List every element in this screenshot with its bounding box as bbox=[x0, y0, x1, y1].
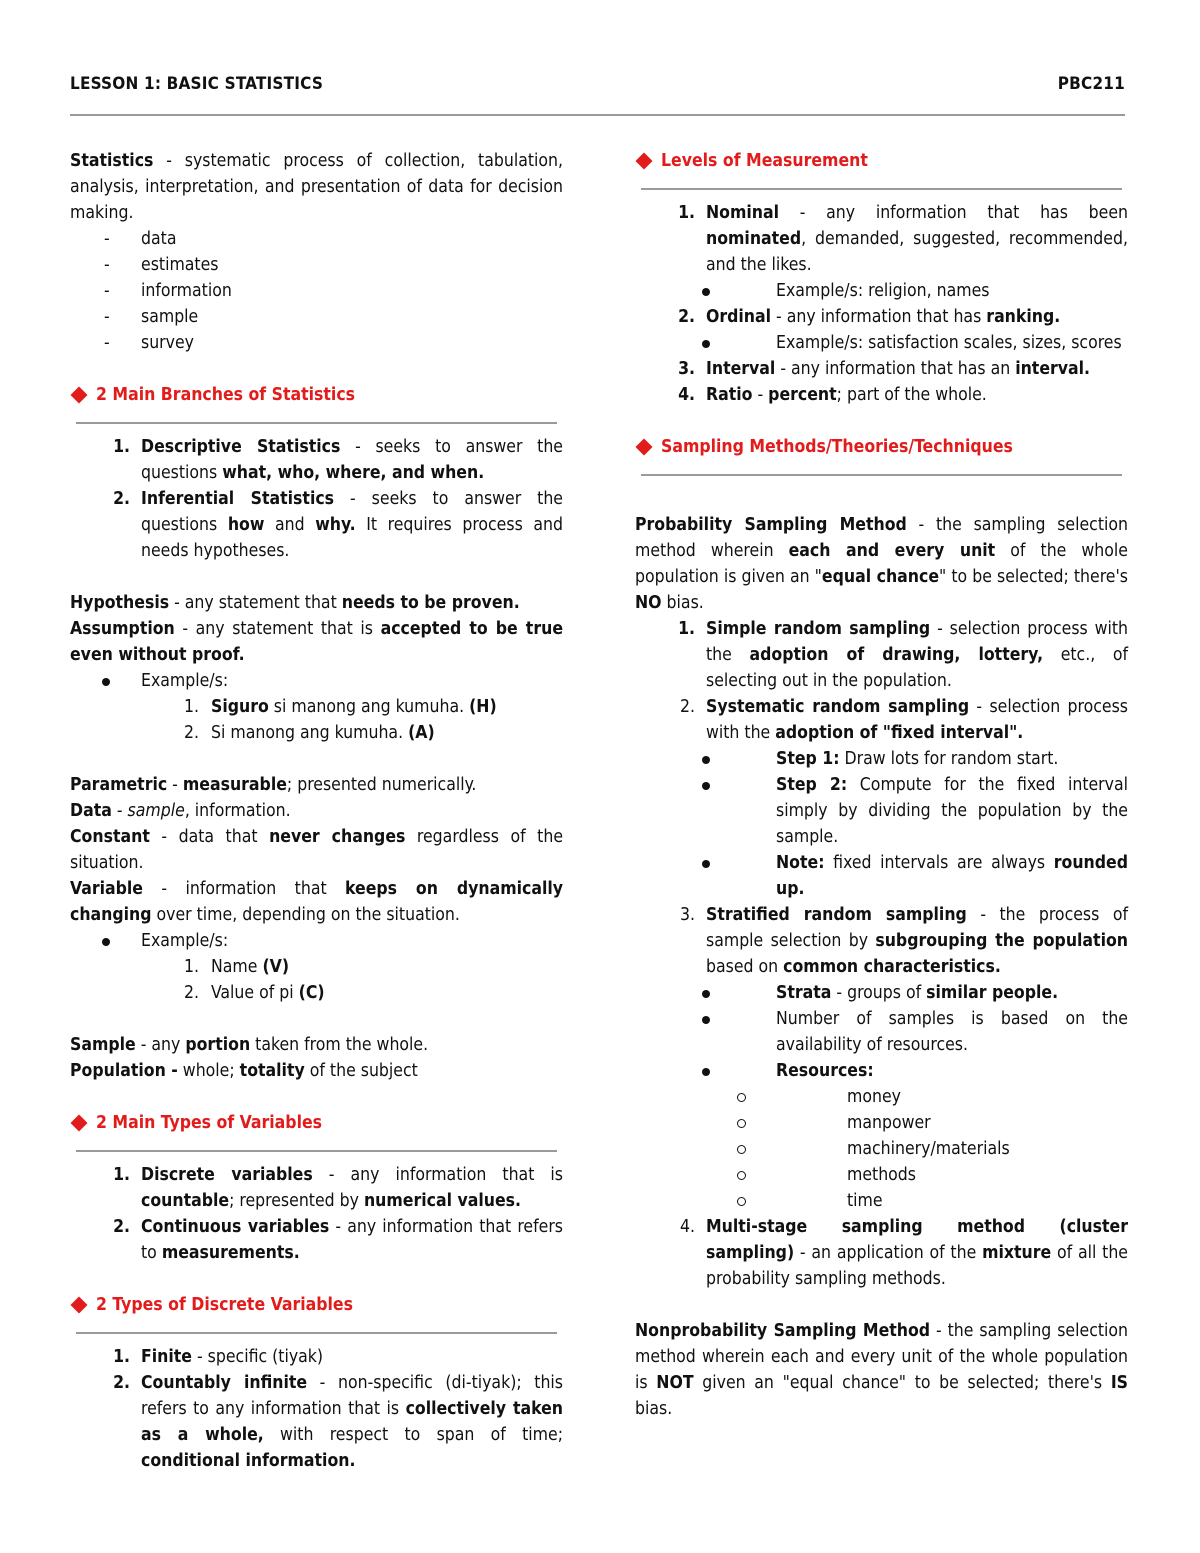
bullet-icon bbox=[702, 288, 710, 296]
variable-definition: Variable - information that keeps on dynamically changing over time, depending on the situation. bbox=[70, 879, 563, 925]
list-item: 4. Multi-stage sampling method (cluster sampling) - an application of the mixture of all the probability sampling methods. bbox=[679, 1217, 1128, 1289]
list-item: money bbox=[635, 1084, 1128, 1110]
list-item: - data bbox=[104, 229, 177, 249]
diamond-icon bbox=[71, 1115, 88, 1132]
list-item: 3. Stratified random sampling - the process of sample selection by subgrouping the population based on common characteristics. bbox=[679, 905, 1128, 977]
list-item: 1. Discrete variables - any information that is countable; represented by numerical values. bbox=[113, 1165, 563, 1211]
list-item: 1. Siguro si manong ang kumuha. (H) bbox=[183, 697, 497, 717]
list-item: Step 2: Compute for the fixed interval simply by dividing the population by the sample. bbox=[635, 772, 1128, 850]
list-item: methods bbox=[635, 1162, 1128, 1188]
list-item: 1. Descriptive Statistics - seeks to answer the questions what, who, where, and when. bbox=[113, 437, 563, 483]
sample-definition: Sample - any portion taken from the whole. bbox=[70, 1035, 429, 1055]
assumption-definition: Assumption - any statement that is accepted to be true even without proof. bbox=[70, 619, 563, 665]
section-heading: 2 Main Branches of Statistics bbox=[70, 382, 563, 408]
list-item: time bbox=[635, 1188, 1128, 1214]
bullet-icon bbox=[102, 678, 110, 686]
list-item: 4. Ratio - percent; part of the whole. bbox=[678, 385, 987, 405]
list-item: Resources: bbox=[635, 1058, 1128, 1084]
bullet-icon bbox=[702, 1016, 710, 1024]
list-item: 2. Ordinal - any information that has ranking. bbox=[678, 307, 1061, 327]
list-item: 2. Value of pi (C) bbox=[183, 983, 325, 1003]
bullet-icon bbox=[702, 990, 710, 998]
list-item: 2. Inferential Statistics - seeks to answer the questions how and why. It requires process and needs hypotheses. bbox=[113, 489, 563, 561]
list-item: - estimates bbox=[104, 255, 219, 275]
probability-sampling-definition: Probability Sampling Method - the sampling selection method wherein each and every unit of the whole population is given an "equal chance" to be selected; there's NO bias. bbox=[635, 515, 1128, 613]
course-code: PBC211 bbox=[1057, 74, 1125, 94]
list-item: 2. Continuous variables - any information that refers to measurements. bbox=[113, 1217, 563, 1263]
list-item: - sample bbox=[104, 307, 199, 327]
list-item: Example/s: bbox=[70, 668, 563, 694]
section-heading: 2 Types of Discrete Variables bbox=[70, 1292, 563, 1318]
bullet-icon bbox=[702, 782, 710, 790]
section-divider bbox=[641, 188, 1122, 190]
list-item: 1. Simple random sampling - selection process with the adoption of drawing, lottery, etc., of selecting out in the population. bbox=[678, 619, 1129, 691]
circle-bullet-icon bbox=[737, 1197, 746, 1206]
list-item: manpower bbox=[635, 1110, 1128, 1136]
list-item: 1. Finite - specific (tiyak) bbox=[113, 1347, 324, 1367]
list-item: - survey bbox=[104, 333, 194, 353]
bullet-icon bbox=[102, 938, 110, 946]
list-item: Step 1: Draw lots for random start. bbox=[635, 746, 1128, 772]
list-item: Number of samples is based on the availability of resources. bbox=[635, 1006, 1128, 1058]
section-divider bbox=[76, 1332, 557, 1334]
circle-bullet-icon bbox=[737, 1145, 746, 1154]
section-heading: Sampling Methods/Theories/Techniques bbox=[635, 434, 1128, 460]
left-column bbox=[70, 148, 563, 1474]
section-heading: 2 Main Types of Variables bbox=[70, 1110, 563, 1136]
bullet-icon bbox=[702, 860, 710, 868]
circle-bullet-icon bbox=[737, 1093, 746, 1102]
list-item: 2. Si manong ang kumuha. (A) bbox=[183, 723, 435, 743]
list-item: 2. Systematic random sampling - selection process with the adoption of "fixed interval". bbox=[679, 697, 1128, 743]
list-item: 2. Countably infinite - non-specific (di-tiyak); this refers to any information that is collectively taken as a whole, with respect to span of time; conditional information. bbox=[113, 1373, 564, 1471]
list-item: Example/s: bbox=[70, 928, 563, 954]
data-definition: Data - sample, information. bbox=[70, 801, 291, 821]
page-header bbox=[70, 74, 1125, 96]
circle-bullet-icon bbox=[737, 1119, 746, 1128]
list-item: Example/s: religion, names bbox=[635, 278, 1128, 304]
constant-definition: Constant - data that never changes regardless of the situation. bbox=[70, 827, 564, 873]
diamond-icon bbox=[636, 439, 653, 456]
list-item: 3. Interval - any information that has an interval. bbox=[678, 359, 1091, 379]
list-item: machinery/materials bbox=[635, 1136, 1128, 1162]
diamond-icon bbox=[71, 1297, 88, 1314]
circle-bullet-icon bbox=[737, 1171, 746, 1180]
nonprobability-sampling-definition: Nonprobability Sampling Method - the sampling selection method wherein each and every unit of the whole population is NOT given an "equal chance" to be selected; there's IS bias. bbox=[635, 1321, 1129, 1419]
section-divider bbox=[76, 1150, 557, 1152]
list-item: Example/s: satisfaction scales, sizes, scores bbox=[635, 330, 1128, 356]
section-divider bbox=[641, 474, 1122, 476]
section-divider bbox=[76, 422, 557, 424]
diamond-icon bbox=[636, 153, 653, 170]
header-divider bbox=[70, 114, 1125, 116]
parametric-definition: Parametric - measurable; presented numerically. bbox=[70, 775, 477, 795]
section-heading: Levels of Measurement bbox=[635, 148, 1128, 174]
hypothesis-definition: Hypothesis - any statement that needs to be proven. bbox=[70, 593, 520, 613]
list-item: 1. Name (V) bbox=[183, 957, 290, 977]
bullet-icon bbox=[702, 340, 710, 348]
bullet-icon bbox=[702, 1068, 710, 1076]
statistics-definition: Statistics - systematic process of collection, tabulation, analysis, interpretation, and presentation of data for decision making. bbox=[70, 151, 563, 223]
list-item: - information bbox=[104, 281, 232, 301]
list-item: Note: fixed intervals are always rounded up. bbox=[635, 850, 1128, 902]
population-definition: Population - whole; totality of the subject bbox=[70, 1061, 418, 1081]
bullet-icon bbox=[702, 756, 710, 764]
list-item: 1. Nominal - any information that has been nominated, demanded, suggested, recommended, and the likes. bbox=[678, 203, 1128, 275]
diamond-icon bbox=[71, 387, 88, 404]
list-item: Strata - groups of similar people. bbox=[635, 980, 1128, 1006]
right-column bbox=[635, 148, 1128, 1422]
lesson-title: LESSON 1: BASIC STATISTICS bbox=[70, 74, 324, 94]
